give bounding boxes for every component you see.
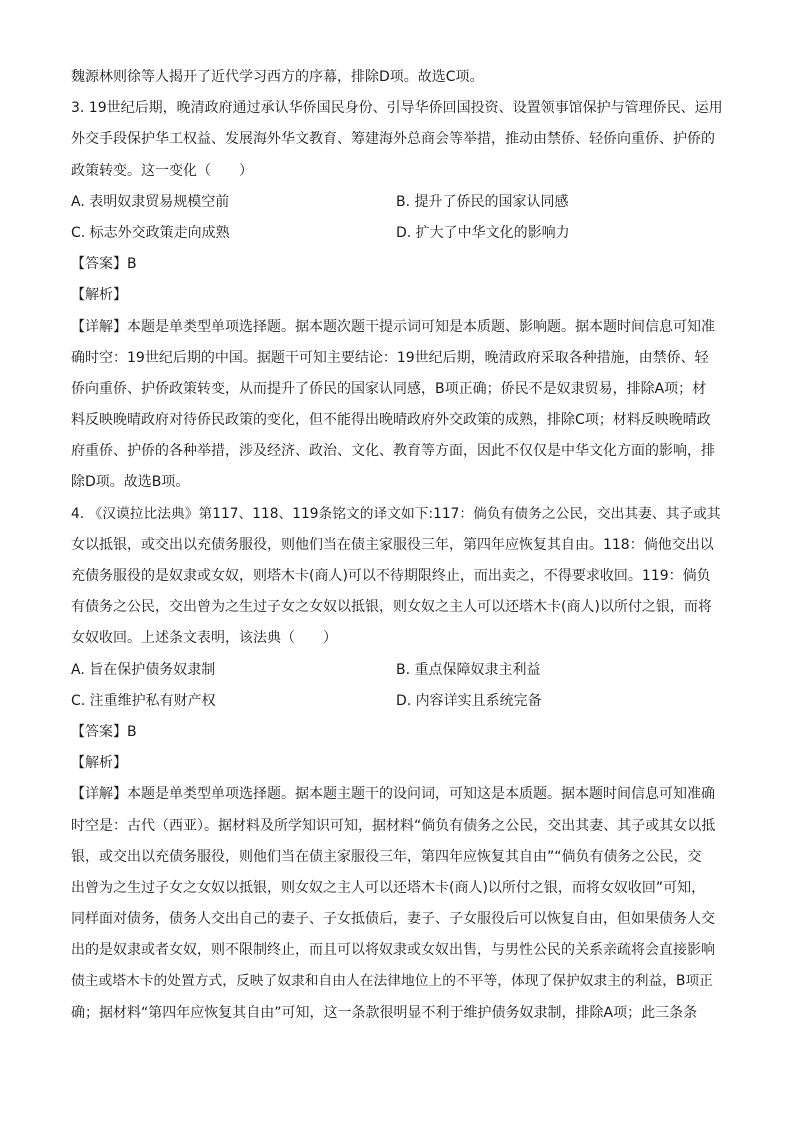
question-4-stem-line: 女奴收回。上述条文表明，该法典（ ） xyxy=(71,630,337,647)
option-a: A. 旨在保护债务奴隶制 xyxy=(71,661,216,678)
question-4-analysis-label: 【解析】 xyxy=(71,755,127,772)
question-3-explanation-line: 除D项。故选B项。 xyxy=(71,474,190,491)
question-3-explanation-line: 侨向重侨、护侨政策转变，从而提升了侨民的国家认同感，B项正确；侨民不是奴隶贸易，排除A项；材 xyxy=(71,380,707,397)
question-4-stem-line: 充债务服役的是奴隶或女奴，则塔木卡(商人)可以不待期限终止，而出卖之，不得要求收回。119：倘负 xyxy=(71,568,711,584)
question-3-stem-line: 外交手段保护华工权益、发展海外华文教育、筹建海外总商会等举措，推动由禁侨、轻侨向重侨、护侨的 xyxy=(71,131,715,148)
question-3-explanation-line: 确时空：19世纪后期的中国。据题干可知主要结论：19世纪后期，晚清政府采取各种措施，由禁侨、轻 xyxy=(71,349,709,366)
question-4-explanation-line: 债主或塔木卡的处置方式，反映了奴隶和自由人在法律地位上的不平等，体现了保护奴隶主的利益，B项正 xyxy=(71,973,713,990)
question-3-stem-line: 政策转变。这一变化（ ） xyxy=(71,162,253,179)
question-3-explanation-line: 【详解】本题是单类型单项选择题。据本题次题干提示词可知是本质题、影响题。据本题时间信息可知准 xyxy=(71,318,715,335)
question-4-answer: 【答案】B xyxy=(71,723,137,740)
question-4-explanation-line: 银，或交出以充债务服役，则他们当在债主家服役三年，第四年应恢复其自由”“倘负有债务之公民，交 xyxy=(71,848,702,865)
question-4-stem-line: 有债务之公民，交出曾为之生过子女之女奴以抵银，则女奴之主人可以还塔木卡(商人)以所付之银，而将 xyxy=(71,599,712,616)
question-4-explanation-line: 时空是：古代（西亚）。据材料及所学知识可知，据材料“倘负有债务之公民，交出其妻、其子或其女以抵 xyxy=(71,817,716,834)
question-4 xyxy=(71,499,723,1029)
question-4-stem-line: 4. 《汉谟拉比法典》第117、118、119条铭文的译文如下:117：倘负有债务之公民，交出其妻、其子或其 xyxy=(71,505,721,522)
option-d: D. 内容详实且系统完备 xyxy=(396,692,542,709)
question-3-analysis-label: 【解析】 xyxy=(71,287,127,304)
question-4-options-row xyxy=(71,655,723,686)
question-3-options-row xyxy=(71,218,723,249)
question-4-explanation-line: 同样面对债务，债务人交出自己的妻子、子女抵债后，妻子、子女服役后可以恢复自由，但如果债务人交 xyxy=(71,911,715,928)
option-d: D. 扩大了中华文化的影响力 xyxy=(396,224,570,241)
question-3-explanation-line: 府重侨、护侨的各种举措，涉及经济、政治、文化、教育等方面，因此不仅仅是中华文化方面的影响，排 xyxy=(71,443,715,460)
question-3-stem-line: 3. 19世纪后期，晚清政府通过承认华侨国民身份、引导华侨回国投资、设置领事馆保护与管理侨民、运用 xyxy=(71,100,723,117)
question-4-explanation-line: 确；据材料“第四年应恢复其自由”可知，这一条款很明显不利于维护债务奴隶制，排除A项；此三条条 xyxy=(71,1004,698,1021)
question-3-answer: 【答案】B xyxy=(71,256,137,273)
document-content xyxy=(71,62,723,1029)
question-4-explanation-line: 出的是奴隶或者女奴，则不限制终止，而且可以将奴隶或女奴出售，与男性公民的关系亲疏将会直接影响 xyxy=(71,942,715,959)
question-4-explanation-line: 【详解】本题是单类型单项选择题。据本题主题干的设问词，可知这是本质题。据本题时间信息可知准确 xyxy=(71,786,715,803)
question-3-explanation-line: 料反映晚晴政府对待侨民政策的变化，但不能得出晚晴政府外交政策的成熟，排除C项；材料反映晚晴政 xyxy=(71,412,711,429)
option-a: A. 表明奴隶贸易规模空前 xyxy=(71,193,230,210)
question-4-stem-line: 女以抵银，或交出以充债务服役，则他们当在债主家服役三年，第四年应恢复其自由。118：倘他交出以 xyxy=(71,536,714,553)
option-b: B. 提升了侨民的国家认同感 xyxy=(396,193,569,210)
question-3-options-row xyxy=(71,187,723,218)
option-c: C. 注重维护私有财产权 xyxy=(71,692,216,709)
intro-line: 魏源林则徐等人揭开了近代学习西方的序幕，排除D项。故选C项。 xyxy=(71,69,484,85)
option-c: C. 标志外交政策走向成熟 xyxy=(71,224,230,241)
question-4-explanation-line: 出曾为之生过子女之女奴以抵银，则女奴之主人可以还塔木卡(商人)以所付之银，而将女奴收回”可知， xyxy=(71,879,706,896)
question-3 xyxy=(71,93,723,498)
option-b: B. 重点保障奴隶主利益 xyxy=(396,661,541,678)
question-4-options-row xyxy=(71,686,723,717)
